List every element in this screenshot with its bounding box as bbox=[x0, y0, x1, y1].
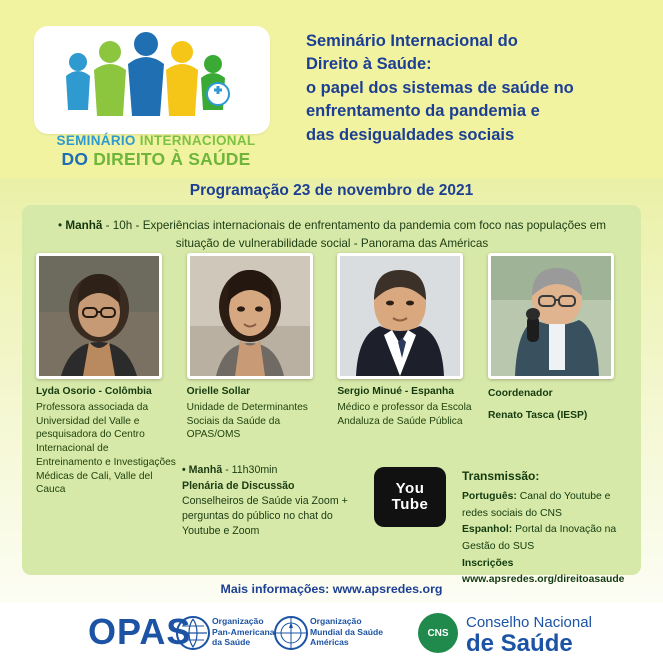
who-label bbox=[310, 616, 383, 648]
speaker-role: Unidade de Determinantes Sociais da Saúde da OPAS/OMS bbox=[186, 401, 308, 441]
program-date: Programação 23 de novembro de 2021 bbox=[189, 182, 474, 199]
paho-line2: Pan-Americana bbox=[212, 626, 275, 637]
portrait-sergio-minue-icon bbox=[340, 256, 460, 376]
cns-badge: CNS bbox=[418, 613, 458, 653]
who-line1: Organização bbox=[310, 616, 362, 626]
broadcast-portuguese-label: Português: bbox=[462, 491, 517, 503]
speaker-photo bbox=[488, 253, 614, 379]
opas-logo: OPAS bbox=[88, 611, 192, 652]
session-bullet: • bbox=[58, 219, 63, 232]
youtube-line2: Tube bbox=[391, 496, 429, 513]
speaker-role: Médico e professor da Escola Andaluza de Saúde Pública bbox=[337, 401, 472, 427]
title-line-4: enfrentamento da pandemia e bbox=[306, 102, 540, 121]
plenary-bullet: • bbox=[182, 464, 186, 476]
speaker-name: Orielle Sollar bbox=[186, 386, 251, 397]
plenary-block bbox=[182, 463, 354, 539]
logo-line2-post: DIREITO À SAÚDE bbox=[93, 149, 251, 170]
session-text: Experiências internacionais de enfrentamento da pandemia com foco nas populações em situação de vulnerabilidade social - Panorama das Américas bbox=[142, 219, 606, 250]
session-time-label: Manhã bbox=[65, 219, 103, 232]
portrait-orielle-sollar-icon bbox=[190, 256, 310, 376]
plenary-time-value: - 11h30min bbox=[225, 464, 278, 476]
registration-link[interactable]: Inscrições www.apsredes.org/direitoasaude bbox=[462, 557, 625, 586]
footer-logos bbox=[0, 603, 663, 663]
cns-line1: Conselho Nacional bbox=[466, 614, 592, 631]
paho-line3: da Saúde bbox=[212, 637, 251, 648]
who-line3: Américas bbox=[310, 637, 349, 648]
seminario-people-logo-icon bbox=[56, 32, 234, 128]
broadcast-spanish-value: Portal da Inovação na Gestão do SUS bbox=[462, 524, 617, 553]
page-title bbox=[306, 30, 648, 147]
speaker-name: Sergio Minué - Espanha bbox=[337, 386, 455, 397]
paho-line1: Organização bbox=[212, 616, 264, 626]
speaker-photo bbox=[337, 253, 463, 379]
broadcast-portuguese-value: Canal do Youtube e redes sociais do CNS bbox=[462, 491, 611, 519]
paho-label bbox=[212, 616, 275, 648]
plenary-body: Conselheiros de Saúde via Zoom + perguntas do público no chat do Youtube e Zoom bbox=[182, 495, 348, 538]
speaker-card bbox=[488, 253, 628, 443]
speaker-card bbox=[36, 253, 176, 496]
cns-line2: de Saúde bbox=[466, 629, 573, 657]
youtube-icon[interactable] bbox=[374, 467, 446, 527]
title-line-5: das desigualdades sociais bbox=[306, 125, 515, 144]
portrait-lyda-osorio-icon bbox=[39, 256, 159, 376]
plenary-time-label: Manhã bbox=[188, 464, 223, 476]
logo-line1-pre: SEMINÁRIO bbox=[56, 133, 140, 148]
speaker-name: Coordenador bbox=[487, 388, 553, 399]
who-line2: Mundial da Saúde bbox=[310, 626, 384, 637]
broadcast-block bbox=[462, 467, 630, 589]
speaker-role: Renato Tasca (IESP) bbox=[487, 409, 588, 421]
speaker-role: Professora associada da Universidad del Valle e pesquisadora do Centro Internacional de Entreinamento e Investigações Médicas de Cali, Valle del Cauca bbox=[36, 401, 176, 496]
event-logo bbox=[26, 22, 276, 172]
title-line-2: Direito à Saúde: bbox=[306, 55, 432, 74]
title-line-1: Seminário Internacional do bbox=[306, 32, 518, 50]
paho-emblem-icon bbox=[176, 616, 210, 650]
youtube-line1: You bbox=[395, 480, 425, 498]
speaker-photo bbox=[36, 253, 162, 379]
program-panel bbox=[22, 205, 641, 586]
more-info[interactable]: Mais informações: www.apsredes.org bbox=[220, 582, 443, 596]
title-line-3: o papel dos sistemas de saúde no bbox=[306, 78, 574, 97]
broadcast-portuguese bbox=[462, 489, 630, 522]
session-time-value: - 10h - bbox=[105, 219, 140, 232]
cns-label bbox=[466, 615, 592, 656]
logo-line2-pre: DO bbox=[61, 149, 94, 170]
speaker-card bbox=[187, 253, 327, 443]
speaker-card bbox=[337, 253, 477, 443]
portrait-renato-tasca-icon bbox=[491, 256, 611, 376]
plenary-title: Plenária de Discussão bbox=[182, 480, 295, 493]
broadcast-spanish-label: Espanhol: bbox=[462, 524, 513, 536]
logo-line1-post: INTERNACIONAL bbox=[139, 133, 256, 148]
session-description bbox=[40, 217, 624, 252]
logo-text bbox=[36, 134, 276, 169]
speaker-name: Lyda Osorio - Colômbia bbox=[36, 386, 152, 397]
speaker-photo bbox=[187, 253, 313, 379]
broadcast-title: Transmissão: bbox=[462, 469, 540, 483]
who-emblem-icon bbox=[274, 616, 308, 650]
broadcast-spanish bbox=[462, 522, 630, 555]
